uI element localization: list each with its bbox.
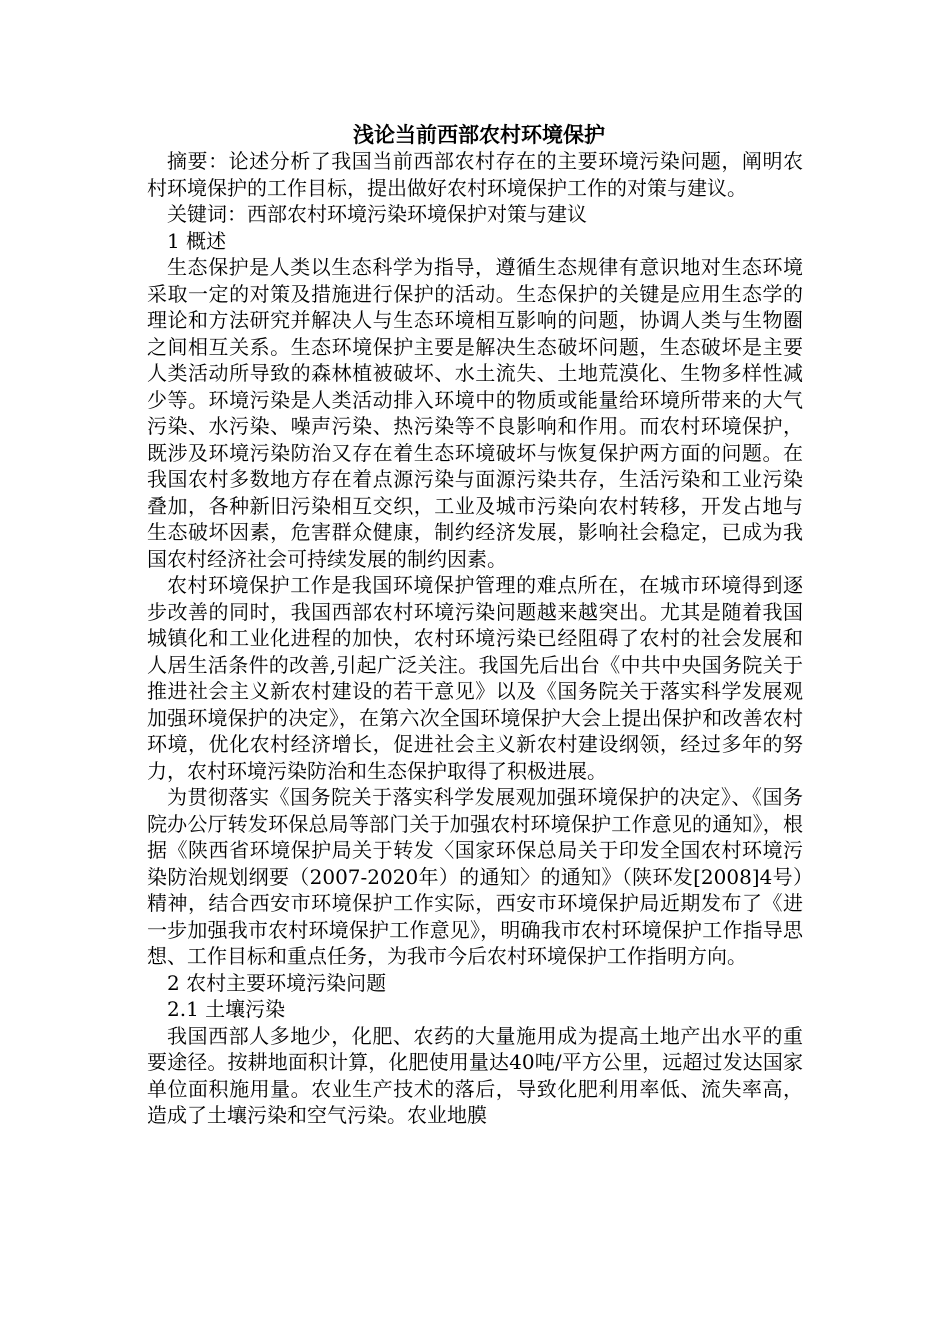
section-1-paragraph-3: 为贯彻落实《国务院关于落实科学发展观加强环境保护的决定》、《国务院办公厅转发环保总局等部门关于加强农村环境保护工作意见的通知》，根据《陕西省环境保护局关于转发〈国家环保总局关于印发全国农村环境污染防治规划纲要（2007-2020年）的通知〉的通知》（陕环发[2008]4号）精神，结合西安市环境保护工作实际，西安市环境保护局近期发布了《进一步加强我市农村环境保护工作意见》，明确我市农村环境保护工作指导思想、工作目标和重点任务，为我市今后农村环境保护工作指明方向。 bbox=[147, 785, 803, 968]
section-2-1-paragraph-1: 我国西部人多地少，化肥、农药的大量施用成为提高土地产出水平的重要途径。按耕地面积计算，化肥使用量达40吨/平方公里，远超过发达国家单位面积施用量。农业生产技术的落后，导致化肥利用率低、流失率高，造成了土壤污染和空气污染。农业地膜 bbox=[147, 1023, 803, 1127]
section-1-paragraph-2: 农村环境保护工作是我国环境保护管理的难点所在，在城市环境得到逐步改善的同时，我国西部农村环境污染问题越来越突出。尤其是随着我国城镇化和工业化进程的加快，农村环境污染已经阻碍了农村的社会发展和人居生活条件的改善,引起广泛关注。我国先后出台《中共中央国务院关于推进社会主义新农村建设的若干意见》以及《国务院关于落实科学发展观加强环境保护的决定》，在第六次全国环境保护大会上提出保护和改善农村环境，优化农村经济增长，促进社会主义新农村建设纲领，经过多年的努力，农村环境污染防治和生态保护取得了积极进展。 bbox=[147, 573, 803, 783]
document-title: 浅论当前西部农村环境保护 bbox=[353, 122, 605, 147]
section-1-paragraph-1: 生态保护是人类以生态科学为指导，遵循生态规律有意识地对生态环境采取一定的对策及措施进行保护的活动。生态保护的关键是应用生态学的理论和方法研究并解决人与生态环境相互影响的问题，协调人类与生物圈之间相互关系。生态环境保护主要是解决生态破坏问题，生态破坏是主要人类活动所导致的森林植被破坏、水土流失、土地荒漠化、生物多样性减少等。环境污染是人类活动排入环境中的物质或能量给环境所带来的大气污染、水污染、噪声污染、热污染等不良影响和作用。而农村环境保护，既涉及环境污染防治又存在着生态环境破坏与恢复保护两方面的问题。在我国农村多数地方存在着点源污染与面源污染共存，生活污染和工业污染叠加，各种新旧污染相互交织，工业及城市污染向农村转移，开发占地与生态破坏因素，危害群众健康，制约经济发展，影响社会稳定，已成为我国农村经济社会可持续发展的制约因素。 bbox=[147, 255, 803, 571]
keywords-line: 关键词：西部农村环境污染环境保护对策与建议 bbox=[167, 202, 587, 226]
document-page bbox=[147, 122, 803, 1129]
section-2-heading: 2 农村主要环境污染问题 bbox=[167, 970, 387, 995]
section-1-heading: 1 概述 bbox=[167, 228, 227, 253]
abstract-paragraph: 摘要：论述分析了我国当前西部农村存在的主要环境污染问题，阐明农村环境保护的工作目标，提出做好农村环境保护工作的对策与建议。 bbox=[147, 149, 803, 200]
section-2-1-heading: 2.1 土壤污染 bbox=[167, 997, 286, 1021]
